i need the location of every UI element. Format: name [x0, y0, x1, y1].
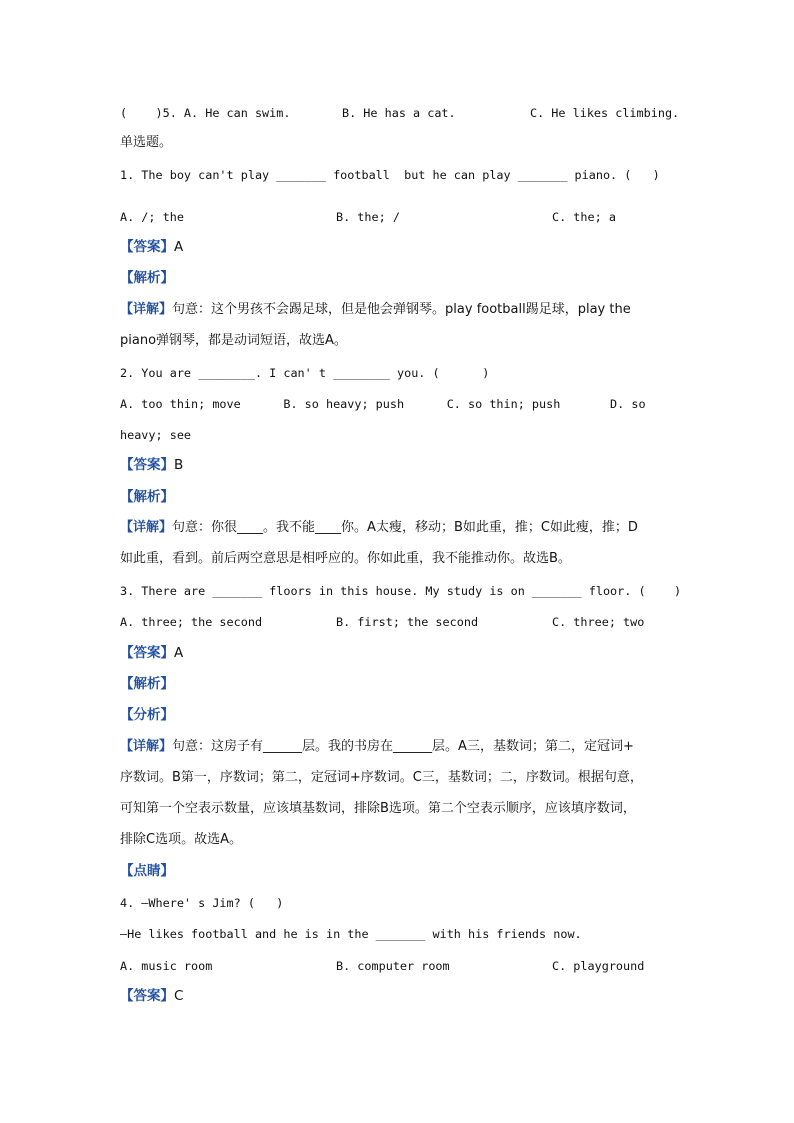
q1-stem: 1. The boy can't play _______ football but he can play _______ piano. ( )	[120, 168, 660, 182]
answer-bracket-close: 】	[160, 457, 174, 473]
detail-label: 详解	[133, 739, 160, 754]
analysis-bracket-open: 【	[120, 489, 134, 505]
q4-options	[120, 956, 680, 1056]
fenxi-label: 分析	[133, 707, 161, 723]
q3-options	[120, 612, 680, 712]
detail-label: 详解	[133, 302, 160, 317]
q1-analysis	[120, 268, 174, 288]
q5-option-c: C. He likes climbing.	[530, 106, 680, 120]
q3-option-c: C. three; two	[552, 615, 645, 629]
q4-option-b: B. computer room	[336, 959, 450, 973]
detail-bracket-open: 【	[120, 302, 134, 317]
answer-bracket-open: 【	[120, 645, 134, 661]
dianjing-label: 点睛	[133, 863, 161, 879]
detail-bracket-close: 】	[159, 739, 173, 754]
dianjing-bracket-open: 【	[120, 863, 134, 879]
q2-options-line1: A. too thin; move B. so heavy; push C. so thin; push D. so	[120, 397, 646, 411]
analysis-bracket-close: 】	[160, 676, 174, 692]
analysis-bracket-close: 】	[160, 489, 174, 505]
q4-answer-value: C	[174, 988, 184, 1004]
analysis-label: 解析	[133, 489, 161, 505]
q2-options-line2: heavy; see	[120, 428, 192, 442]
q1-detail-text: 句意：这个男孩不会踢足球，但是他会弹钢琴。play football踢足球，play the	[172, 302, 631, 317]
q2-analysis	[120, 487, 174, 507]
q1-option-b: B. the; /	[336, 210, 400, 224]
dianjing-bracket-close: 】	[160, 863, 174, 879]
detail-bracket-open: 【	[120, 739, 134, 754]
q3-stem: 3. There are _______ floors in this house. My study is on _______ floor. ( )	[120, 584, 682, 598]
q1-detail-line2: piano弹钢琴，都是动词短语，故选A。	[120, 333, 347, 348]
q1-answer	[120, 237, 183, 257]
answer-bracket-close: 】	[160, 988, 174, 1004]
q3-detail-text: 句意：这房子有______层。我的书房在______层。A三，基数词；第二，定冠词+	[172, 739, 634, 754]
fenxi-bracket-close: 】	[160, 707, 174, 723]
detail-bracket-close: 】	[159, 520, 173, 535]
q1-detail	[120, 300, 631, 320]
detail-label: 详解	[133, 520, 160, 535]
q3-option-a: A. three; the second	[120, 615, 263, 629]
q2-answer	[120, 455, 183, 475]
q4-stem: 4. —Where' s Jim? ( )	[120, 896, 284, 910]
q3-detail	[120, 737, 634, 757]
q3-answer-value: A	[174, 645, 184, 661]
fenxi-bracket-open: 【	[120, 707, 134, 723]
q2-detail-line2: 如此重，看到。前后两空意思是相呼应的。你如此重，我不能推动你。故选B。	[120, 551, 571, 566]
q3-detail-line4: 排除C选项。故选A。	[120, 832, 242, 847]
section-title: 单选题。	[120, 135, 173, 150]
answer-bracket-open: 【	[120, 457, 134, 473]
detail-bracket-open: 【	[120, 520, 134, 535]
q3-answer	[120, 643, 183, 663]
q2-detail-text: 句意：你很____。我不能____你。A太瘦，移动；B如此重，推；C如此瘦，推；D	[172, 520, 638, 535]
q1-options	[120, 207, 680, 307]
answer-bracket-close: 】	[160, 645, 174, 661]
analysis-bracket-open: 【	[120, 676, 134, 692]
answer-label: 答案	[133, 645, 161, 661]
q2-answer-value: B	[174, 457, 184, 473]
q2-detail	[120, 518, 638, 538]
q5-stem: ( )5. A. He can swim.	[120, 106, 291, 120]
analysis-label: 解析	[133, 270, 161, 286]
q3-detail-line2: 序数词。B第一，序数词；第二，定冠词+序数词。C三，基数词；二，序数词。根据句意，	[120, 770, 643, 785]
answer-label: 答案	[133, 988, 161, 1004]
q3-fenxi	[120, 705, 174, 725]
q1-answer-value: A	[174, 239, 184, 255]
answer-bracket-open: 【	[120, 239, 134, 255]
q5-option-b: B. He has a cat.	[342, 106, 456, 120]
analysis-bracket-open: 【	[120, 270, 134, 286]
q3-detail-line3: 可知第一个空表示数量，应该填基数词，排除B选项。第二个空表示顺序，应该填序数词，	[120, 801, 636, 816]
q2-stem: 2. You are ________. I can' t ________ you. ( )	[120, 366, 490, 380]
q4-option-c: C. playground	[552, 959, 645, 973]
q4-answer	[120, 986, 183, 1006]
q1-option-a: A. /; the	[120, 210, 184, 224]
answer-label: 答案	[133, 457, 161, 473]
analysis-label: 解析	[133, 676, 161, 692]
q3-option-b: B. first; the second	[336, 615, 479, 629]
detail-bracket-close: 】	[159, 302, 173, 317]
analysis-bracket-close: 】	[160, 270, 174, 286]
q5-line	[120, 103, 680, 203]
q4-option-a: A. music room	[120, 959, 213, 973]
answer-label: 答案	[133, 239, 161, 255]
q3-dianjing	[120, 861, 174, 881]
answer-bracket-open: 【	[120, 988, 134, 1004]
q4-line2: —He likes football and he is in the _______ with his friends now.	[120, 927, 582, 941]
answer-bracket-close: 】	[160, 239, 174, 255]
q3-analysis	[120, 674, 174, 694]
q1-option-c: C. the; a	[552, 210, 616, 224]
